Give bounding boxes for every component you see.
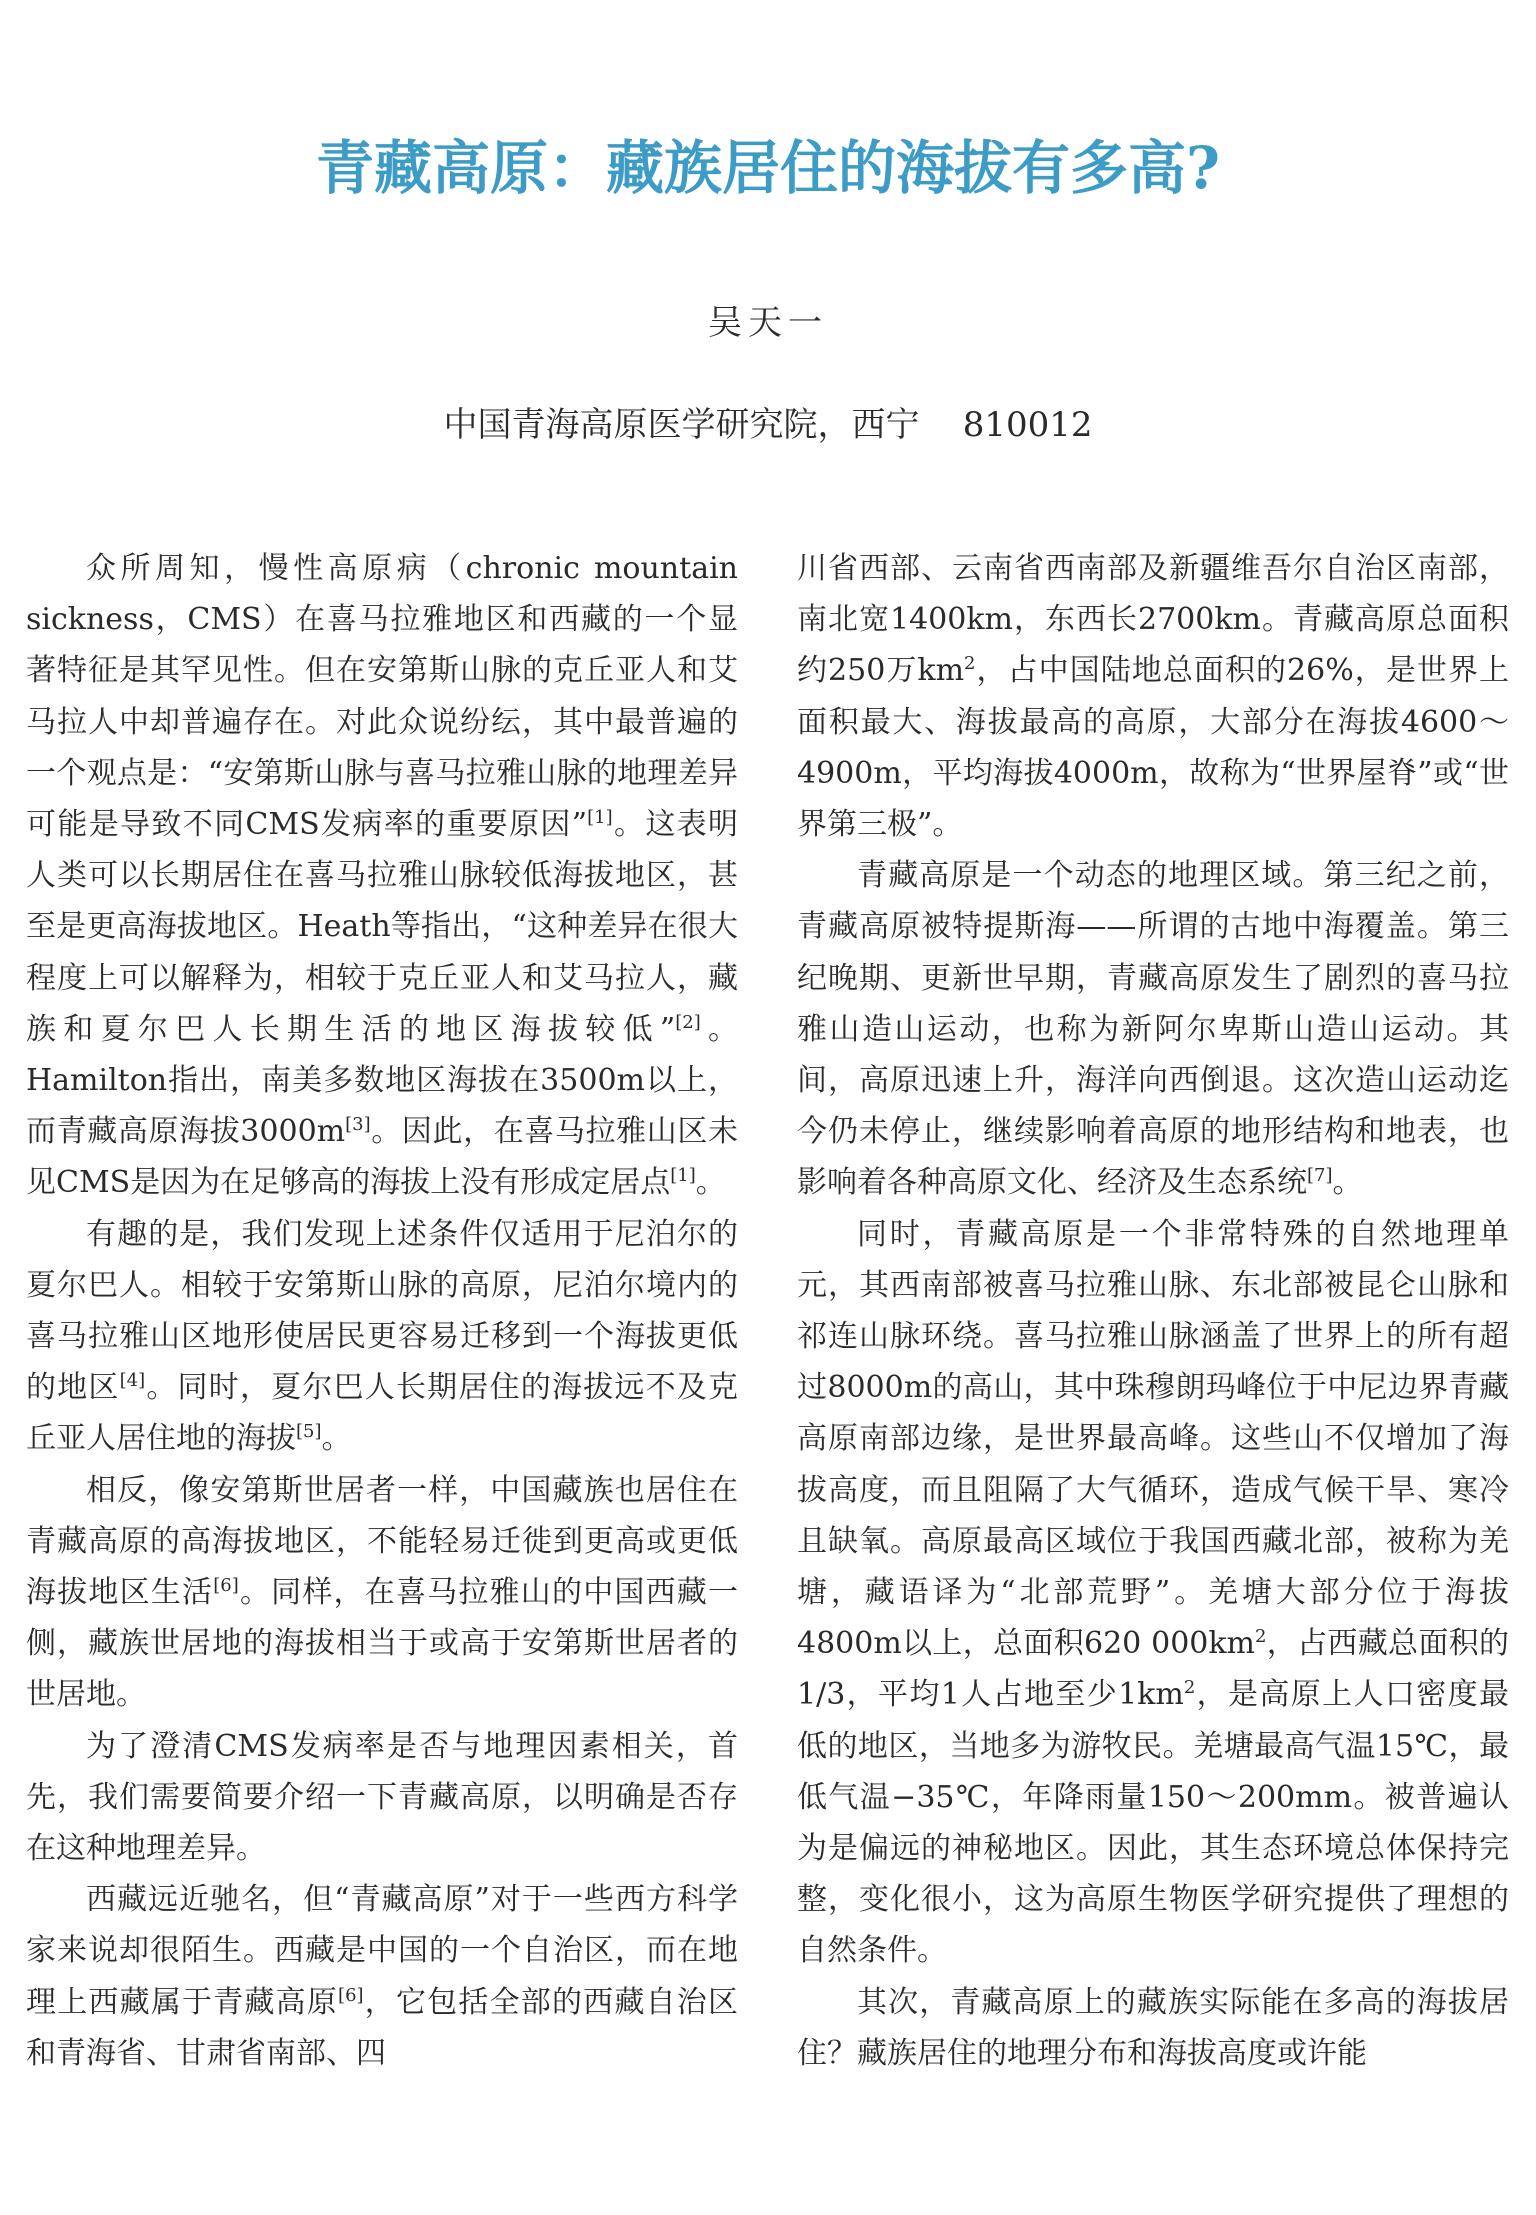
paragraph-text: ，是高原上人口密度最低的地区，当地多为游牧民。羌塘最高气温15℃，最低气温−35℃，年降雨量150～200mm。被普遍认为是偏远的神秘地区。因此，其生态环境总体保持完整，变化很小，这为高原生物医学研究提供了理想的自然条件。	[797, 1677, 1509, 1969]
body-paragraph	[26, 543, 738, 1209]
author-affiliation: 中国青海高原医学研究院，西宁 810012	[443, 405, 1093, 445]
author-name: 吴天一	[708, 303, 828, 343]
paragraph-text: 青藏高原是一个动态的地理区域。第三纪之前，青藏高原被特提斯海——所谓的古地中海覆盖。第三纪晚期、更新世早期，青藏高原发生了剧烈的喜马拉雅山造山运动，也称为新阿尔卑斯山造山运动。其间，高原迅速上升，海洋向西倒退。这次造山运动迄今仍未停止，继续影响着高原的地形结构和地表，也影响着各种高原文化、经济及生态系统	[797, 858, 1509, 1201]
paragraph-text: 有趣的是，我们发现上述条件仅适用于尼泊尔的夏尔巴人。相较于安第斯山脉的高原，尼泊尔境内的喜马拉雅山区地形使居民更容易迁移到一个海拔更低的地区	[26, 1216, 738, 1406]
superscript: 2	[1183, 1677, 1196, 1699]
citation-ref: [2]	[675, 1011, 701, 1033]
citation-ref: [1]	[670, 1165, 696, 1187]
paragraph-text: ，它包括全部的西藏自治区和青海省、甘肃省南部、四	[26, 1984, 738, 2071]
paragraph-text: 。	[695, 1165, 726, 1201]
citation-ref: [4]	[119, 1370, 146, 1392]
body-paragraph	[797, 1209, 1509, 1977]
article-title: 青藏高原：藏族居住的海拔有多高?	[316, 134, 1220, 202]
paragraph-text: 。这表明人类可以长期居住在喜马拉雅山脉较低海拔地区，甚至是更高海拔地区。Heath等指出，“这种差异在很大程度上可以解释为，相较于克丘亚人和艾马拉人，藏族和夏尔巴人长期生活的地区海拔较低”	[26, 807, 738, 1047]
paragraph-text: 同时，青藏高原是一个非常特殊的自然地理单元，其西南部被喜马拉雅山脉、东北部被昆仑山脉和祁连山脉环绕。喜马拉雅山脉涵盖了世界上的所有超过8000m的高山，其中珠穆朗玛峰位于中尼边界青藏高原南部边缘，是世界最高峰。这些山不仅增加了海拔高度，而且阻隔了大气循环，造成气候干旱、寒冷且缺氧。高原最高区域位于我国西藏北部，被称为羌塘，藏语译为“北部荒野”。羌塘大部分位于海拔4800m以上，总面积620 000km	[797, 1216, 1509, 1662]
citation-ref: [6]	[338, 1984, 364, 2006]
paragraph-text: 。	[1332, 1165, 1363, 1201]
citation-ref: [5]	[296, 1421, 322, 1443]
body-column-right	[797, 543, 1509, 2183]
paragraph-text: 。同样，在喜马拉雅山的中国西藏一侧，藏族世居地的海拔相当于或高于安第斯世居者的世居地。	[26, 1575, 738, 1713]
paragraph-text: 川省西部、云南省西南部及新疆维吾尔自治区南部，南北宽1400km，东西长2700km。青藏高原总面积约250万km	[797, 551, 1509, 689]
paragraph-text: 。	[321, 1421, 352, 1457]
superscript: 2	[964, 653, 976, 675]
paragraph-text: ，占西藏总面积的1/3，平均1人占地至少1km	[797, 1626, 1509, 1713]
citation-ref: [1]	[587, 807, 613, 829]
body-paragraph	[26, 1209, 738, 1465]
paragraph-text: 为了澄清CMS发病率是否与地理因素相关，首先，我们需要简要介绍一下青藏高原，以明确是否存在这种地理差异。	[26, 1728, 738, 1867]
paragraph-text: 其次，青藏高原上的藏族实际能在多高的海拔居住？藏族居住的地理分布和海拔高度或许能	[797, 1984, 1509, 2071]
paragraph-text: 。同时，夏尔巴人长期居住的海拔远不及克丘亚人居住地的海拔	[26, 1370, 738, 1457]
citation-ref: [3]	[345, 1114, 371, 1136]
paragraph-text: 西藏远近驰名，但“青藏高原”对于一些西方科学家来说却很陌生。西藏是中国的一个自治区，而在地理上西藏属于青藏高原	[26, 1882, 738, 2020]
body-paragraph	[26, 1874, 738, 2079]
paragraph-text: 。Hamilton指出，南美多数地区海拔在3500m以上，而青藏高原海拔3000m	[26, 1011, 738, 1150]
citation-ref: [6]	[213, 1575, 239, 1597]
paragraph-text: 众所周知，慢性高原病（chronic mountain sickness，CMS）在喜马拉雅地区和西藏的一个显著特征是其罕见性。但在安第斯山脉的克丘亚人和艾马拉人中却普遍存在。对此众说纷纭，其中最普遍的一个观点是：“安第斯山脉与喜马拉雅山脉的地理差异可能是导致不同CMS发病率的重要原因”	[26, 551, 738, 843]
body-column-left	[26, 543, 738, 2183]
body-paragraph	[797, 1977, 1509, 2079]
body-paragraph	[26, 1721, 738, 1875]
paragraph-text: ，占中国陆地总面积的26%，是世界上面积最大、海拔最高的高原，大部分在海拔4600～4900m，平均海拔4000m，故称为“世界屋脊”或“世界第三极”。	[797, 653, 1509, 843]
body-paragraph	[797, 543, 1509, 850]
body-paragraph	[797, 850, 1509, 1208]
body-paragraph	[26, 1465, 738, 1721]
citation-ref: [7]	[1307, 1165, 1333, 1187]
superscript: 2	[1255, 1626, 1267, 1648]
paragraph-text: 相反，像安第斯世居者一样，中国藏族也居住在青藏高原的高海拔地区，不能轻易迁徙到更高或更低海拔地区生活	[26, 1472, 738, 1611]
paragraph-text: 。因此，在喜马拉雅山区未见CMS是因为在足够高的海拔上没有形成定居点	[26, 1114, 738, 1201]
